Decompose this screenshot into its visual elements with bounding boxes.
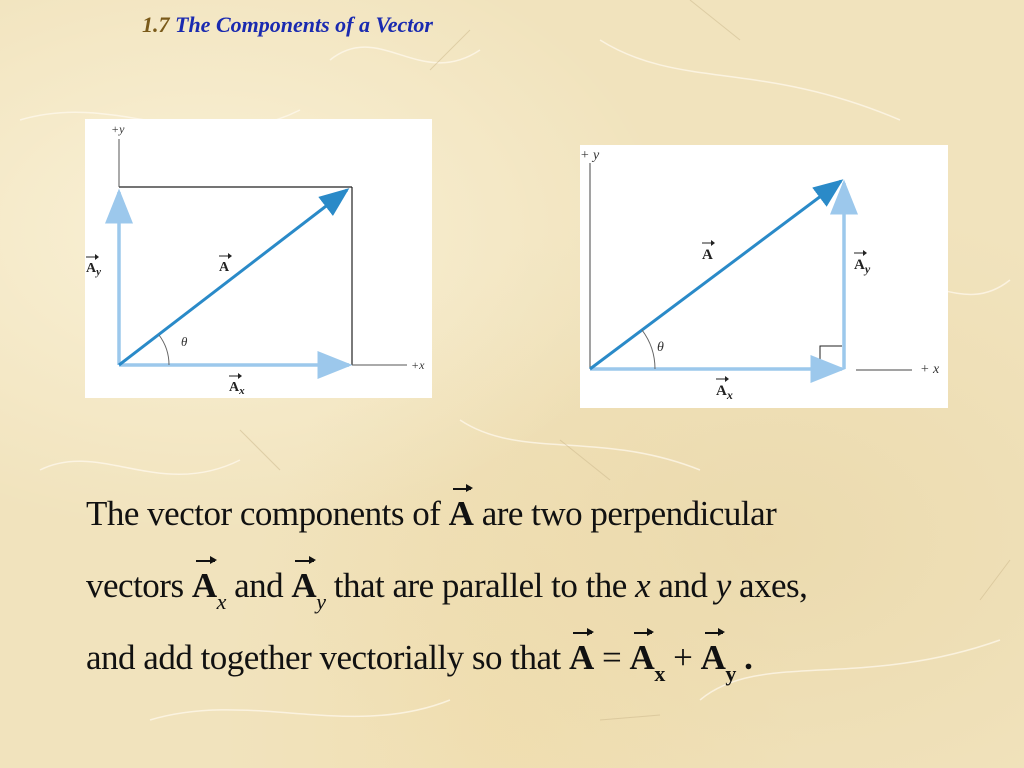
axis-x-label: + x <box>920 362 940 377</box>
vector-a-label <box>702 240 715 263</box>
slide-title <box>142 12 433 38</box>
x-variable: x <box>635 566 651 605</box>
y-variable: y <box>715 566 731 605</box>
vector-ay-symbol: A <box>291 558 316 614</box>
plus-sign: + <box>664 638 701 677</box>
vector-a-symbol: A <box>569 630 594 686</box>
component-y-label <box>86 254 101 278</box>
svg-text:Ay: $A_y$ <box>854 257 871 276</box>
axis-y-label: + y <box>580 148 600 163</box>
angle-arc <box>159 335 169 365</box>
component-x-label <box>229 373 245 397</box>
text-segment: axes, <box>730 566 808 605</box>
figure-left-diagram <box>85 119 432 398</box>
svg-text:Ax: $A_x$ <box>229 380 245 397</box>
axis-y-label: +y <box>111 122 125 136</box>
svg-text:A: A <box>219 260 230 275</box>
svg-text:Ax: $A_x$ <box>716 383 733 402</box>
figure-left-panel <box>85 119 432 398</box>
text-line-2 <box>86 558 996 630</box>
vector-a-symbol: A <box>449 486 474 542</box>
text-segment: that are parallel to the <box>325 566 636 605</box>
section-title: The Components of a Vector <box>175 12 433 37</box>
text-segment: and <box>650 566 716 605</box>
vector-ay-symbol: A <box>701 630 726 686</box>
text-line-1 <box>86 486 996 558</box>
figure-right-diagram <box>580 145 948 408</box>
text-segment: vectors <box>86 566 192 605</box>
vector-a-label <box>219 253 232 275</box>
period: . <box>735 638 753 677</box>
svg-text:Ay: $A_y$ <box>86 261 102 278</box>
vector-ax-symbol: A <box>630 630 655 686</box>
subscript-x: x <box>216 589 226 614</box>
text-segment: and <box>225 566 292 605</box>
text-segment: are two perpendicular <box>473 494 777 533</box>
figure-right-panel <box>580 145 948 408</box>
text-line-3 <box>86 630 996 702</box>
angle-theta-label: θ <box>657 340 664 355</box>
component-y-label <box>854 250 871 276</box>
subscript-x: x <box>654 661 665 686</box>
right-angle-marker <box>820 346 842 369</box>
angle-theta-label: θ <box>181 334 188 349</box>
vector-a-arrow <box>119 190 347 365</box>
equals-sign: = <box>593 638 630 677</box>
text-segment: and add together vectorially so that <box>86 638 570 677</box>
subscript-y: y <box>725 661 736 686</box>
svg-text:A: A <box>702 247 713 263</box>
subscript-y: y <box>316 589 326 614</box>
section-number: 1.7 <box>142 12 170 37</box>
text-segment: The vector components of <box>86 494 449 533</box>
angle-arc <box>642 330 655 369</box>
vector-a-arrow <box>590 181 841 369</box>
axis-x-label: +x <box>411 358 425 372</box>
component-x-label <box>716 376 733 402</box>
vector-ax-symbol: A <box>192 558 217 614</box>
explanation-text <box>86 486 996 702</box>
